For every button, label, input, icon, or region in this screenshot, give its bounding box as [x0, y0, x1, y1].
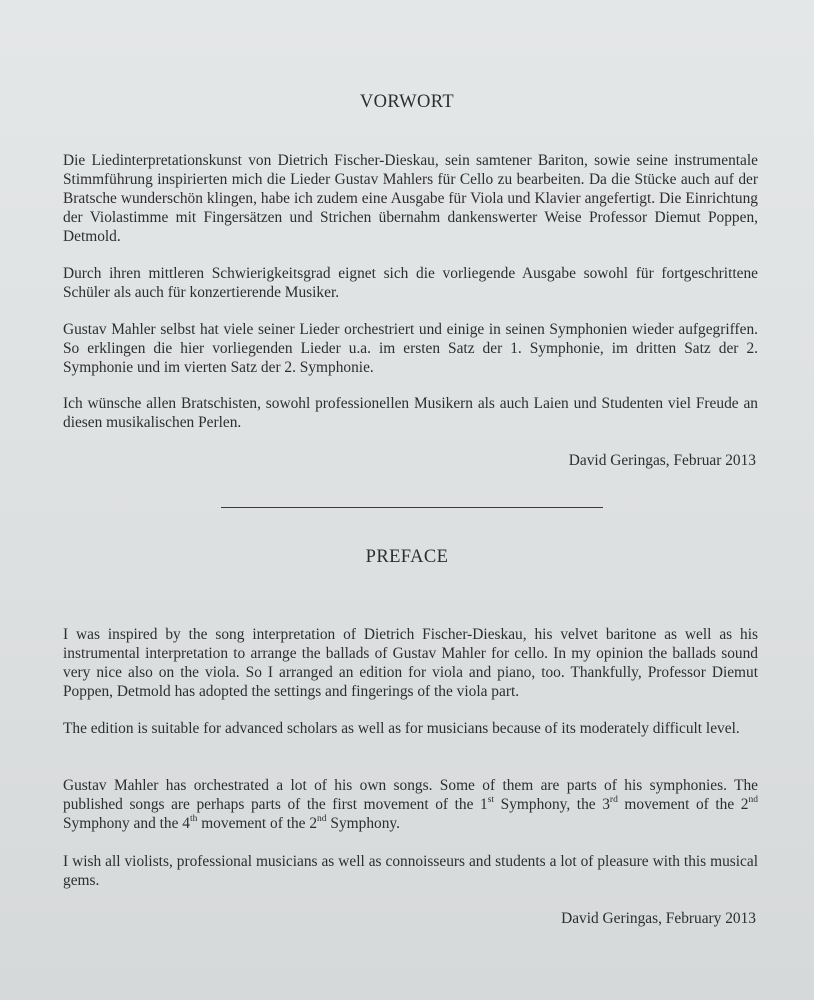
preface-p3-sup-4: th	[189, 813, 198, 824]
preface-p3-sup-3: nd	[748, 794, 758, 805]
vorwort-signature: David Geringas, Februar 2013	[568, 452, 756, 469]
preface-p3-text-3: movement of the 2	[617, 796, 749, 813]
preface-p3-text-1: Gustav Mahler has orchestrated a lot of his own songs. Some of them are parts of his symphonies. The published songs are perhaps parts of the first movement of the 1	[63, 777, 758, 813]
preface-p3-text-4: Symphony and the 4	[63, 815, 190, 832]
preface-paragraph-3	[63, 776, 758, 833]
preface-paragraph-1: I was inspired by the song interpretation of Dietrich Fischer-Dieskau, his velvet baritone as well as his instrumental interpretation to arrange the ballads of Gustav Mahler for cello. In my opinion the ballads sound very nice also on the viola. So I arranged an edition for viola and piano, too. Thankfully, Professor Diemut Poppen, Detmold has adopted the settings and fingerings of the viola part.	[63, 626, 758, 700]
vorwort-paragraph-3: Gustav Mahler selbst hat viele seiner Lieder orchestriert und einige in seinen Symphonien wieder aufgegriffen. So erklingen die hier vorliegenden Lieder u.a. im ersten Satz der 1. Symphonie, im dritten Satz der 2. Symphonie und im vierten Satz der 2. Symphonie.	[63, 321, 758, 376]
section-divider	[221, 507, 603, 508]
preface-paragraph-4: I wish all violists, professional musicians as well as connoisseurs and students a lot of pleasure with this musical gems.	[63, 853, 758, 889]
vorwort-paragraph-4: Ich wünsche allen Bratschisten, sowohl professionellen Musikern als auch Laien und Studenten viel Freude an diesen musikalischen Perlen.	[63, 395, 758, 431]
preface-paragraph-2: The edition is suitable for advanced scholars as well as for musicians because of its moderately difficult level.	[63, 720, 740, 737]
preface-p3-text-2: Symphony, the 3	[494, 796, 610, 813]
vorwort-paragraph-2: Durch ihren mittleren Schwierigkeitsgrad eignet sich die vorliegende Ausgabe sowohl für fortgeschrittene Schüler als auch für konzertierende Musiker.	[63, 265, 758, 301]
vorwort-paragraph-1: Die Liedinterpretationskunst von Dietrich Fischer-Dieskau, sein samtener Bariton, sowie seine instrumentale Stimmführung inspirierten mich die Lieder Gustav Mahlers für Cello zu bearbeiten. Da die Stücke auch auf der Bratsche wunderschön klingen, habe ich zudem eine Ausgabe für Viola und Klavier angefertigt. Die Einrichtung der Violastimme mit Fingersätzen und Strichen übernahm dankenswerter Weise Professor Diemut Poppen, Detmold.	[63, 152, 758, 245]
preface-heading: PREFACE	[365, 547, 449, 567]
vorwort-heading: VORWORT	[359, 92, 455, 112]
preface-p3-text-6: Symphony.	[326, 815, 400, 832]
preface-p3-text-5: movement of the 2	[197, 815, 318, 832]
preface-signature: David Geringas, February 2013	[561, 910, 756, 927]
preface-p3-sup-2: rd	[609, 794, 618, 805]
preface-p3-sup-1: st	[487, 794, 495, 805]
preface-p3-sup-5: nd	[317, 813, 327, 824]
